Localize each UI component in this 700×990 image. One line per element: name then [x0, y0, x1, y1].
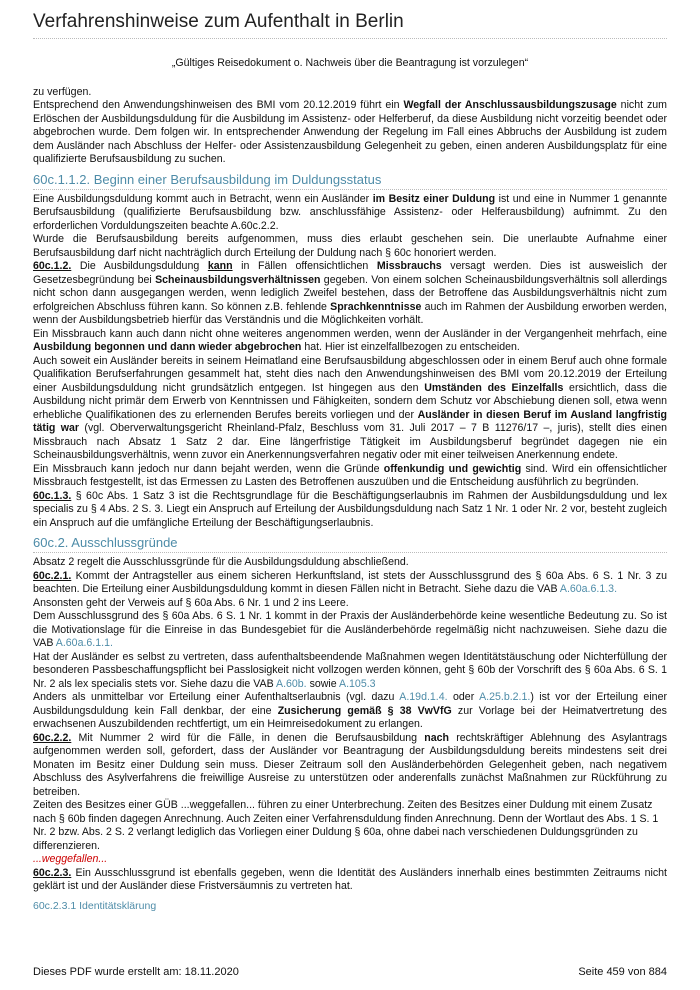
s2-paragraph-3: Dem Ausschlussgrund des § 60a Abs. 6 S. 1 Nr. 1 kommt in der Praxis der Ausländerbehörde keine wesentliche Bedeutung zu. So ist die Motivationslage für die Einreise in das Bundesgebiet für die Ausländerbehörde regelmäßig nicht nachzuweisen. Siehe dazu die VAB A.60a.6.1.1.: [33, 610, 667, 649]
s22-paragraph: 60c.2.2. Mit Nummer 2 wird für die Fälle, in denen die Berufsausbildung nach rechtskräftiger Ablehnung des Asylantrags aufgenommen werden soll, gefordert, dass der Ausländer vor Beantragung der Ausbildungsduldung bereits mindestens seit drei Monaten im Besitz einer Duldung sein muss. Dieser Zeitraum soll den Ausländerbehörden Gelegenheit geben, nach negativem Abschluss des Asylverfahrens die freiwillige Ausreise zu unterstützen oder anderenfalls zunächst Maßnahmen zur Rückführung zu betreiben.: [33, 731, 667, 798]
s21-paragraph: 60c.2.1. Kommt der Antragsteller aus einem sicheren Herkunftsland, ist stets der Ausschlussgrund des § 60a Abs. 6 S. 1 Nr. 3 zu beachten. Die Erteilung einer Ausbildungsduldung kommt in diesen Fällen nicht in Betracht. Siehe dazu die VAB A.60a.6.1.3.: [33, 569, 667, 595]
heading-60c-1-1-2: 60c.1.1.2. Beginn einer Berufsausbildung im Duldungsstatus: [33, 172, 667, 190]
vab-link[interactable]: A.60a.6.1.1.: [55, 637, 113, 649]
s2-paragraph-2: Ansonsten geht der Verweis auf § 60a Abs. 6 Nr. 1 und 2 ins Leere.: [33, 596, 349, 609]
s12-paragraph-2: Ein Missbrauch kann auch dann nicht ohne weiteres angenommen werden, wenn der Ausländer in der Vergangenheit mehrfach, eine Ausbildung begonnen und dann wieder abgebrochen hat. Hier ist einzelfallbezogen zu entscheiden.: [33, 327, 667, 353]
vab-link[interactable]: A.60b.: [276, 677, 307, 690]
vab-link[interactable]: A.19d.1.4.: [399, 691, 448, 703]
s1-paragraph-1: Eine Ausbildungsduldung kommt auch in Betracht, wenn ein Ausländer im Besitz einer Duldung ist und eine in Nummer 1 genannte Berufsausbildung (qualifizierte Berufsausbildung bzw. anschlussfähige Assistenz- oder Helferausbildung) aufnimmt. Zu den erforderlichen Vorduldungszeiten beachte A.60c.2.2.: [33, 192, 667, 232]
s13-paragraph: 60c.1.3. § 60c Abs. 1 Satz 3 ist die Rechtsgrundlage für die Beschäftigungserlaubnis im Rahmen der Ausbildungsduldung und lex specialis zu § 4 Abs. 2 S. 3. Liegt ein Anspruch auf Erteilung der Ausbildungsduldung nach Satz 1 Nr. 1 oder Nr. 2 vor, besteht zugleich ein Anspruch auf die umfängliche Erteilung der Beschäftigungserlaubnis.: [33, 489, 667, 529]
section-label: 60c.2.2.: [33, 731, 72, 744]
s2-paragraph-6: Zeiten des Besitzes einer GÜB ...weggefallen... führen zu einer Unterbrechung. Zeiten des Besitzes einer Duldung mit einem Zusatz nach § 60b finden dagegen Anrechnung. Auch Zeiten einer Verfahrensduldung finden Anrechnung. Denn der Wortlaut des Abs. 1 S. 1 Nr. 2 bzw. Abs. 2 S. 2 verlangt lediglich das Vorliegen einer Duldung § 60a, ohne dabei nach verschiedenen Duldungsgründen zu differenzieren.: [33, 799, 659, 852]
footer-page-number: Seite 459 von 884: [578, 966, 667, 978]
s12-paragraph-4: Ein Missbrauch kann jedoch nur dann bejaht werden, wenn die Gründe offenkundig und gewichtig sind. Wird ein offensichtlicher Missbrauch festgestellt, ist das Ermessen zu Lasten des Betroffenen auszuüben und die Entscheidung ausführlich zu begründen.: [33, 462, 667, 488]
intro-paragraph-1: zu verfügen.: [33, 85, 92, 98]
document-body: [33, 57, 667, 919]
s12-paragraph-1: 60c.1.2. Die Ausbildungsduldung kann in Fällen offensichtlichen Missbrauchs versagt werden. Dies ist ausweislich der Gesetzesbegründung bei Scheinausbildungsverhältnissen gegeben. Von einem solchen Scheinausbildungsverhältnis soll allerdings nicht schon dann ausgegangen werden, wenn lediglich Zweifel bestehen, dass der Betroffene das Ausbildungsverhältnis nicht zum erfolgreichen Abschluss führen kann. So können z.B. fehlende Sprachkenntnisse auch im Rahmen der Ausbildung erworben werden, wenn der Ausbildungsbetrieb hierfür das Verständnis und die Möglichkeiten vorhält.: [33, 260, 667, 326]
section-label: 60c.1.3.: [33, 489, 72, 502]
s2-paragraph-5: Anders als unmittelbar vor Erteilung einer Aufenthaltserlaubnis (vgl. dazu A.19d.1.4. oder A.25.b.2.1.) ist vor der Erteilung einer Ausbildungsduldung kein Fall denkbar, der eine Zusicherung gemäß § 38 VwVfG zur Vorlage bei der Heimatvertretung des erwachsenen Auszubildenden rechtfertigt, um ein Heimreisedokument zu erlangen.: [33, 691, 667, 730]
section-label: 60c.2.3.: [33, 866, 72, 879]
section-label: 60c.2.1.: [33, 569, 72, 582]
s12-paragraph-3: Auch soweit ein Ausländer bereits in seinem Heimatland eine Berufsausbildung abgeschlossen oder in einem Beruf auch ohne formale Qualifikation Berufserfahrungen gesammelt hat, steht dies nach den Anwendungshinweisen des BMI vom 20.12.2019 der Erteilung einer Ausbildungsduldung nicht grundsätzlich entgegen. Ist hingegen aus den Umständen des Einzelfalls ersichtlich, dass die Ausbildung nicht primär dem Erwerb von Kenntnissen und Fähigkeiten, sondern dem Schutz vor Abschiebung dienen soll, etwa wenn erhebliche Qualifikationen des zu erlernenden Berufes bereits vorliegen und der Ausländer in diesen Beruf im Ausland langfristig tätig war (vgl. Oberverwaltungsgericht Rheinland-Pfalz, Beschluss vom 31. Juli 2017 – 7 B 11276/17 –, juris), stellt dies einen Missbrauch nach Absatz 1 Satz 2 dar. Eine längerfristige Tätigkeit im Ausbildungsberuf begründet dagegen nie ein Scheinausbildungsverhältnis, wenn zuvor ein Anerkennungsverfahren negativ oder mit einer teilweisen Anerkennung endete.: [33, 354, 668, 461]
subheading-60c-2-3-1: 60c.2.3.1 Identitätsklärung: [33, 899, 157, 912]
s2-paragraph-1: Absatz 2 regelt die Ausschlussgründe für die Ausbildungsduldung abschließend.: [33, 556, 409, 568]
page-title: Verfahrenshinweise zum Aufenthalt in Berlin: [33, 11, 667, 39]
intro-paragraph-2: Entsprechend den Anwendungshinweisen des BMI vom 20.12.2019 führt ein Wegfall der Anschlussausbildungszusage nicht zum Erlöschen der Ausbildungsduldung für die Ausbildung im Assistenz- oder Helferberuf, da diese Ausbildung nicht vorzeitig beendet oder abgebrochen wurde. Dem folgen wir. In entsprechender Anwendung der Regelung im Fall eines Abbruchs der Ausbildung ist zudem dem Ausländer nach Abschluss der Helfer- oder Assistenzausbildung Gelegenheit zu geben, einen anderen Ausbildungsplatz für eine qualifizierte Berufsausbildung zu suchen.: [33, 99, 667, 165]
section-label: 60c.1.2.: [33, 260, 72, 272]
footer-created-date: Dieses PDF wurde erstellt am: 18.11.2020: [33, 966, 239, 978]
s23-paragraph: 60c.2.3. Ein Ausschlussgrund ist ebenfalls gegeben, wenn die Identität des Ausländers innerhalb eines bestimmten Zeitraums nicht geklärt ist und der Ausländer diese Fristversäumnis zu vertreten hat.: [33, 866, 667, 892]
omitted-marker: ...weggefallen...: [33, 853, 108, 865]
vab-link[interactable]: A.105.3: [339, 677, 376, 690]
s1-paragraph-2: Wurde die Berufsausbildung bereits aufgenommen, muss dies erlaubt geschehen sein. Die unerlaubte Aufnahme einer Berufsausbildung darf nicht nachträglich durch Erteilung der Duldung nach § 60c honoriert werden.: [33, 233, 667, 259]
vab-link[interactable]: A.25.b.2.1.: [479, 691, 531, 703]
s2-paragraph-4: Hat der Ausländer es selbst zu vertreten, dass aufenthaltsbeendende Maßnahmen wegen Identitätstäuschung oder Nichterfüllung der besonderen Passbeschaffungspflicht bei Passlosigkeit nicht vollzogen werden können, geht § 60b der Vorschrift des § 60a Abs. 6 S. 1 Nr. 2 als lex specialis stets vor. Siehe dazu die VAB A.60b. sowie A.105.3: [33, 650, 667, 690]
quote-line: „Gültiges Reisedokument o. Nachweis über die Beantragung ist vorzulegen“: [171, 57, 529, 69]
vab-link[interactable]: A.60a.6.1.3.: [559, 583, 618, 595]
heading-60c-2: 60c.2. Ausschlussgründe: [33, 535, 667, 553]
